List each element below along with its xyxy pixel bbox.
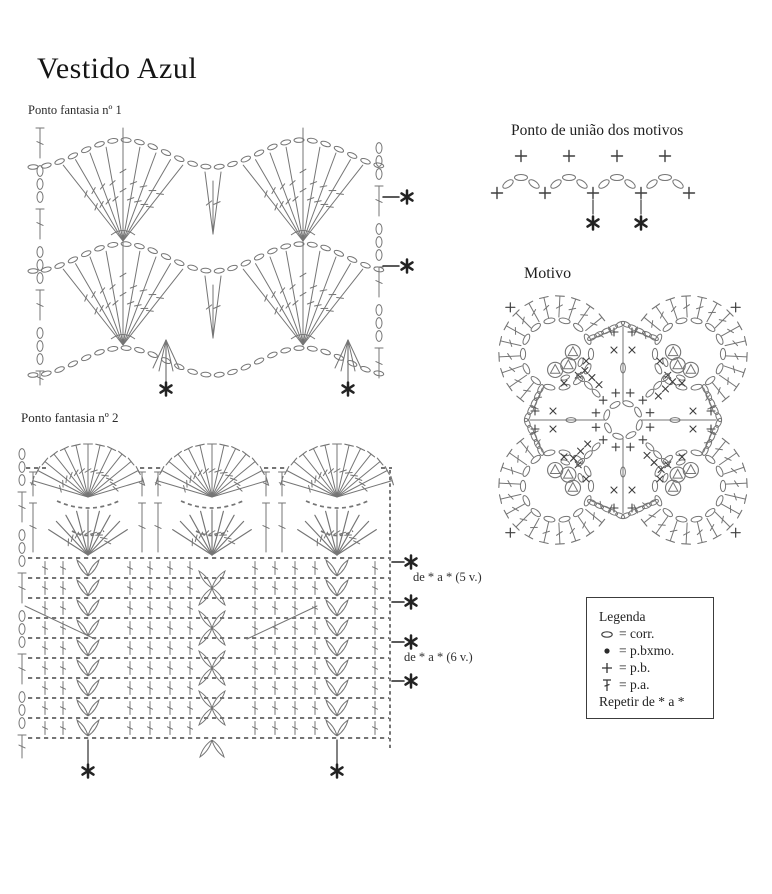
slip-stitch-icon <box>599 645 619 657</box>
legend-item-text: = p.bxmo. <box>619 643 675 658</box>
repeat-annotation-6rows: de * a * (6 v.) <box>404 650 473 664</box>
legend-item-single-crochet <box>599 659 707 676</box>
repeat-annotation-5rows: de * a * (5 v.) <box>413 570 482 584</box>
single-crochet-icon <box>599 662 619 674</box>
pattern2-label: Ponto fantasia nº 2 <box>21 410 119 425</box>
legend-item-text: = p.a. <box>619 677 650 692</box>
double-crochet-icon <box>599 678 619 692</box>
pattern1-label: Ponto fantasia nº 1 <box>28 103 122 117</box>
union-chart <box>492 151 695 230</box>
page-title: Vestido Azul <box>37 52 198 85</box>
motif-title: Motivo <box>524 265 572 282</box>
chain-stitch-icon <box>599 628 619 640</box>
union-title: Ponto de união dos motivos <box>511 122 684 139</box>
legend-item-chain <box>599 625 707 642</box>
legend-title: Legenda <box>599 609 646 624</box>
legend-box <box>586 597 714 719</box>
legend-footer: Repetir de * a * <box>599 694 685 709</box>
pattern1-chart <box>28 128 413 396</box>
legend-item-text: = corr. <box>619 626 655 641</box>
legend-item-text: = p.b. <box>619 660 651 675</box>
motif-chart <box>499 296 747 544</box>
legend-item-double-crochet <box>599 676 707 693</box>
legend-item-slip-stitch <box>599 642 707 659</box>
pattern2-chart <box>18 444 416 778</box>
